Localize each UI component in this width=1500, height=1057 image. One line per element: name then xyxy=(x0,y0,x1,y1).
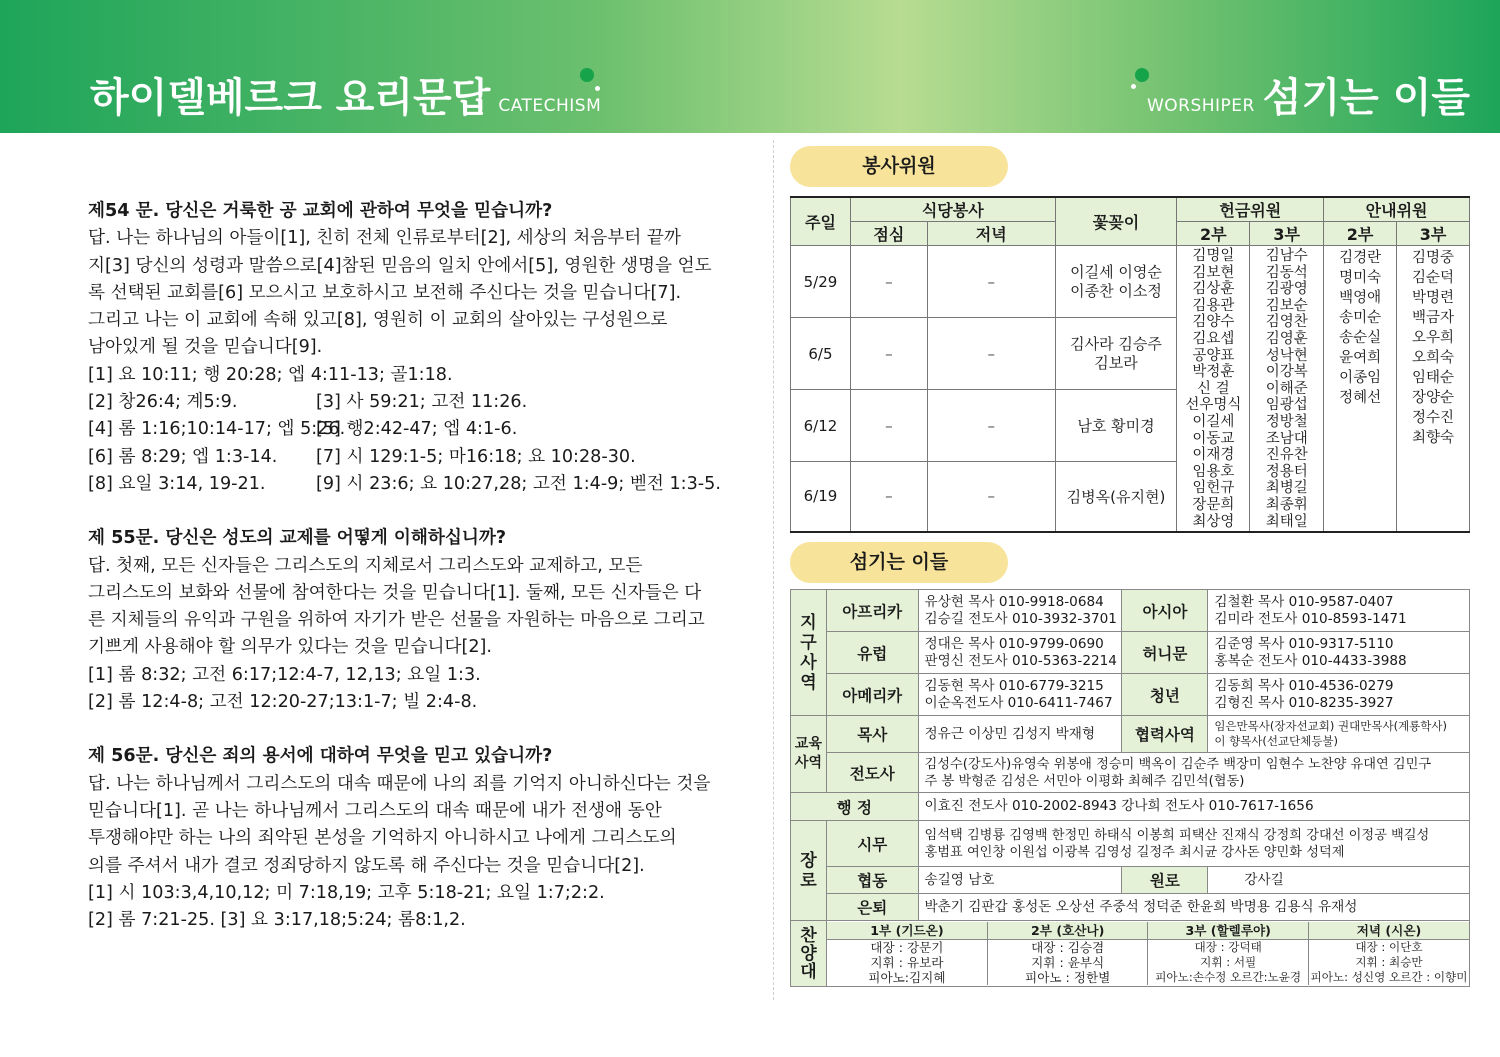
catechism-subtitle: CATECHISM xyxy=(498,96,602,116)
offering-2-list: 김명일 김보현 김상훈 김용관 김양수 김요셉 공양표 박정훈 신 걸 선우명식 이길세 이동교 이재경 임용호 임헌규 장문희 최상영 xyxy=(1177,246,1250,532)
asia-contacts: 김철환 목사 010-9587-0407 김미라 전도사 010-8593-1471 xyxy=(1208,590,1470,632)
active-elder-label: 시무 xyxy=(826,821,918,867)
usher-2-list: 김경란 명미숙 백영애 송미순 송순실 윤여희 이종임 정혜선 xyxy=(1324,246,1397,532)
lunch-cell: – xyxy=(850,462,927,532)
youth-contacts: 김동희 목사 010-4536-0279 김형진 목사 010-8235-3927 xyxy=(1208,674,1470,716)
choir-name: 저녁 (시온) xyxy=(1308,922,1469,939)
honeymoon-label: 허니문 xyxy=(1122,632,1208,674)
column-divider xyxy=(773,140,774,1000)
choir-name: 2부 (호산나) xyxy=(987,922,1148,939)
choir-info: 대장 : 강문기 지휘 : 유보라 피아노:김지혜 xyxy=(827,939,988,985)
flower-cell: 김사라 김승주 김보라 xyxy=(1055,318,1177,390)
line-text: 답. 나는 하나님의 아들이[1], 친히 전체 인류로부터[2], 세상의 처음부터 끝까 xyxy=(88,228,681,249)
question-heading xyxy=(88,198,743,225)
flower-cell: 이길세 이영순 이종찬 이소정 xyxy=(1055,246,1177,318)
choir-info: 대장 : 김승겸 지휘 : 윤부식 피아노 : 정한별 xyxy=(987,939,1148,985)
offering-3-list: 김남수 김동석 김광영 김보순 김영찬 김영훈 성낙현 이강복 이해준 임광섭 정방철 조남대 진유찬 정용터 최병길 최종휘 최태일 xyxy=(1250,246,1324,532)
catechism-line xyxy=(88,416,743,443)
evangelist-label: 전도사 xyxy=(826,753,918,793)
lunch-cell: – xyxy=(850,318,927,390)
lunch-cell: – xyxy=(850,246,927,318)
offering-header: 헌금위원 xyxy=(1177,197,1324,222)
usher-3-list: 김명중 김순덕 박명련 백금자 오우희 오희숙 임태순 장양순 정수진 최향숙 xyxy=(1397,246,1470,532)
line-text: [1] 시 103:3,4,10,12; 미 7:18,19; 고후 5:18-21; 요일 1:7;2:2. xyxy=(88,882,605,903)
honeymoon-contacts: 김준영 목사 010-9317-5110 홍복순 전도사 010-4433-3988 xyxy=(1208,632,1470,674)
retired-elder-names: 박춘기 김판갑 홍성돈 오상선 주중석 정덕준 한윤희 박명용 김용식 유재성 xyxy=(918,894,1469,921)
line-text: [1] 요 10:11; 행 20:28; 엡 4:11-13; 골1:18. xyxy=(88,364,453,385)
choir-cell xyxy=(826,921,1469,987)
admin-label: 행 정 xyxy=(791,793,919,821)
question-heading xyxy=(88,525,743,552)
week-date: 6/19 xyxy=(791,462,851,532)
youth-label: 청년 xyxy=(1122,674,1208,716)
catechism-line xyxy=(88,634,743,661)
europe-contacts: 정대은 목사 010-9799-0690 판영신 전도사 010-5363-2214 xyxy=(918,632,1122,674)
cooperation-names: 임은만목사(장자선교회) 권대만목사(계룡학사) 이 향목사(선교단체등불) xyxy=(1208,716,1470,753)
catechism-line xyxy=(88,771,743,798)
paragraph-gap xyxy=(88,498,743,525)
catechism-line xyxy=(88,907,743,934)
line-text-2: [5] 행2:42-47; 엡 4:1-6. xyxy=(316,419,518,440)
catechism-line xyxy=(88,553,743,580)
usher-header: 안내위원 xyxy=(1324,197,1470,222)
lunch-cell: – xyxy=(850,390,927,462)
week-date: 5/29 xyxy=(791,246,851,318)
line-text: 믿습니다[1]. 곧 나는 하나님께서 그리스도의 대속 때문에 내가 전생애 동안 xyxy=(88,800,662,821)
emeritus-label: 원로 xyxy=(1122,867,1208,894)
retired-elder-label: 은퇴 xyxy=(826,894,918,921)
line-text: [8] 요일 3:14, 19-21. xyxy=(88,473,266,494)
usher-3-header: 3부 xyxy=(1397,222,1470,246)
africa-contacts: 유상현 목사 010-9918-0684 김승길 전도사 010-3932-3701 xyxy=(918,590,1122,632)
servants-pill: 섬기는 이들 xyxy=(790,542,1008,583)
dot-decor xyxy=(580,68,594,82)
catechism-line xyxy=(88,853,743,880)
line-text: 제 55문. 당신은 성도의 교제를 어떻게 이해하십니까? xyxy=(88,528,507,549)
america-contacts: 김동현 목사 010-6779-3215 이순옥전도사 010-6411-7467 xyxy=(918,674,1122,716)
cooperation-label: 협력사역 xyxy=(1122,716,1208,753)
line-text: 답. 첫째, 모든 신자들은 그리스도의 지체로서 그리스도와 교제하고, 모든 xyxy=(88,555,643,576)
line-text: 록 선택된 교회를[6] 모으시고 보호하시고 보전해 주신다는 것을 믿습니다[7]. xyxy=(88,282,682,303)
asia-label: 아시아 xyxy=(1122,590,1208,632)
line-text: 기쁘게 사용해야 할 의무가 있다는 것을 믿습니다[2]. xyxy=(88,637,492,658)
dinner-cell: – xyxy=(927,390,1055,462)
week-date: 6/5 xyxy=(791,318,851,390)
elder-label: 장 로 xyxy=(791,821,827,921)
admin-contacts: 이효진 전도사 010-2002-8943 강나희 전도사 010-7617-1656 xyxy=(918,793,1469,821)
europe-label: 유럽 xyxy=(826,632,918,674)
catechism-line xyxy=(88,689,743,716)
catechism-title: 하이델베르크 요리문답 xyxy=(90,75,491,121)
catechism-line xyxy=(88,471,743,498)
flower-cell: 남호 황미경 xyxy=(1055,390,1177,462)
offering-2-header: 2부 xyxy=(1177,222,1250,246)
servants-table xyxy=(790,589,1470,987)
paragraph-gap xyxy=(88,716,743,743)
line-text: 제54 문. 당신은 거룩한 공 교회에 관하여 무엇을 믿습니까? xyxy=(88,201,553,221)
choir-name: 1부 (기드온) xyxy=(827,922,988,939)
line-text: [2] 롬 12:4-8; 고전 12:20-27;13:1-7; 빌 2:4-8. xyxy=(88,692,478,713)
dot-decor-small xyxy=(595,86,600,91)
line-text-2: [3] 사 59:21; 고전 11:26. xyxy=(316,392,528,413)
choir-info: 대장 : 이단호 지휘 : 최승만 피아노: 성신영 오르간 : 이향미 xyxy=(1310,939,1468,984)
america-label: 아메리카 xyxy=(826,674,918,716)
catechism-line xyxy=(88,362,743,389)
catechism-line xyxy=(88,798,743,825)
choir-table xyxy=(827,922,1469,985)
catechism-line xyxy=(88,253,743,280)
choir-info: 대장 : 강덕태 지휘 : 서필 피아노:손수정 오르간:노윤경 xyxy=(1148,939,1309,985)
line-text: 그리고 나는 이 교회에 속해 있고[8], 영원히 이 교회의 살아있는 구성원으로 xyxy=(88,310,668,331)
associate-elder-names: 송길영 남호 xyxy=(918,867,1122,894)
catechism-heading xyxy=(90,66,601,123)
week-date: 6/12 xyxy=(791,390,851,462)
question-heading xyxy=(88,743,743,770)
lunch-header: 점심 xyxy=(850,222,927,246)
pastor-names: 정유근 이상민 김성지 박재형 xyxy=(918,716,1122,753)
catechism-line xyxy=(88,334,743,361)
flower-header: 꽃꽂이 xyxy=(1055,197,1177,246)
choir-name: 3부 (할렐루야) xyxy=(1148,922,1309,939)
catechism-line xyxy=(88,607,743,634)
catechism-line xyxy=(88,580,743,607)
active-elder-names: 임석택 김병룡 김영백 한정민 하태식 이봉희 피택산 진재식 강정희 강대선 이정공 백길성 홍범표 여인창 이원섭 이광복 김영성 길정주 최시균 강사돈 양민화 성덕제 xyxy=(918,821,1469,867)
emeritus-names: 강사길 xyxy=(1208,867,1470,894)
pastor-label: 목사 xyxy=(826,716,918,753)
catechism-line xyxy=(88,389,743,416)
catechism-line xyxy=(88,662,743,689)
line-text: [4] 롬 1:16;10:14-17; 엡 5:26. xyxy=(88,419,346,440)
line-text: 남아있게 될 것을 믿습니다[9]. xyxy=(88,337,323,358)
line-text: [2] 창26:4; 계5:9. xyxy=(88,392,238,413)
line-text: 답. 나는 하나님께서 그리스도의 대속 때문에 나의 죄를 기억지 아니하신다는 것을 xyxy=(88,773,711,794)
catechism-line xyxy=(88,307,743,334)
line-text: [6] 롬 8:29; 엡 1:3-14. xyxy=(88,446,278,467)
mission-label: 지 구 사 역 xyxy=(791,590,827,716)
usher-2-header: 2부 xyxy=(1324,222,1397,246)
line-text-2: [9] 시 23:6; 요 10:27,28; 고전 1:4-9; 벧전 1:3-5. xyxy=(316,473,721,494)
catechism-line xyxy=(88,280,743,307)
education-label: 교육 사역 xyxy=(791,716,827,793)
worshiper-heading xyxy=(1147,66,1470,123)
line-text: 른 지체들의 유익과 구원을 위하여 자기가 받은 선물을 자원하는 마음으로 그리고 xyxy=(88,610,705,631)
catechism-line xyxy=(88,880,743,907)
line-text: 투쟁해야만 하는 나의 죄악된 본성을 기억하지 아니하시고 나에게 그리스도의 xyxy=(88,828,677,849)
dinner-header: 저녁 xyxy=(927,222,1055,246)
dinner-cell: – xyxy=(927,318,1055,390)
week-header: 주일 xyxy=(791,197,851,246)
line-text: [1] 롬 8:32; 고전 6:17;12:4-7, 12,13; 요일 1:3. xyxy=(88,664,481,685)
volunteers-pill: 봉사위원 xyxy=(790,146,1008,187)
choir-label: 찬 양 대 xyxy=(791,921,827,987)
catechism-line xyxy=(88,444,743,471)
line-text: 의를 주셔서 내가 결코 정죄당하지 않도록 해 주신다는 것을 믿습니다[2]. xyxy=(88,855,645,876)
catechism-line xyxy=(88,225,743,252)
page-header xyxy=(0,0,1500,133)
volunteers-table xyxy=(790,196,1470,533)
evangelist-names: 김성수(강도사)유영숙 위봉애 정승미 백옥이 김순주 백장미 임현수 노찬양 유대연 김민구 주 봉 박형준 김성은 서민아 이평화 최혜주 김민석(협동) xyxy=(918,753,1469,793)
catechism-text xyxy=(88,198,743,934)
line-text: 지[3] 당신의 성령과 말씀으로[4]참된 믿음의 일치 안에서[5], 영원한 생명을 얻도 xyxy=(88,255,712,276)
dinner-cell: – xyxy=(927,462,1055,532)
line-text: 그리스도의 보화와 선물에 참여한다는 것을 믿습니다[1]. 둘째, 모든 신자들은 다 xyxy=(88,582,702,603)
line-text-2: [7] 시 129:1-5; 마16:18; 요 10:28-30. xyxy=(316,446,636,467)
flower-cell: 김병옥(유지현) xyxy=(1055,462,1177,532)
dinner-cell: – xyxy=(927,246,1055,318)
line-text: [2] 롬 7:21-25. [3] 요 3:17,18;5:24; 롬8:1,2. xyxy=(88,910,466,931)
offering-3-header: 3부 xyxy=(1250,222,1324,246)
line-text: 제 56문. 당신은 죄의 용서에 대하여 무엇을 믿고 있습니까? xyxy=(88,746,553,767)
africa-label: 아프리카 xyxy=(826,590,918,632)
catechism-line xyxy=(88,825,743,852)
meal-header: 식당봉사 xyxy=(850,197,1055,222)
worshiper-title: 섬기는 이들 xyxy=(1262,75,1470,121)
associate-elder-label: 협동 xyxy=(826,867,918,894)
dot-decor-small xyxy=(1131,84,1136,89)
worshiper-subtitle: WORSHIPER xyxy=(1146,96,1255,116)
